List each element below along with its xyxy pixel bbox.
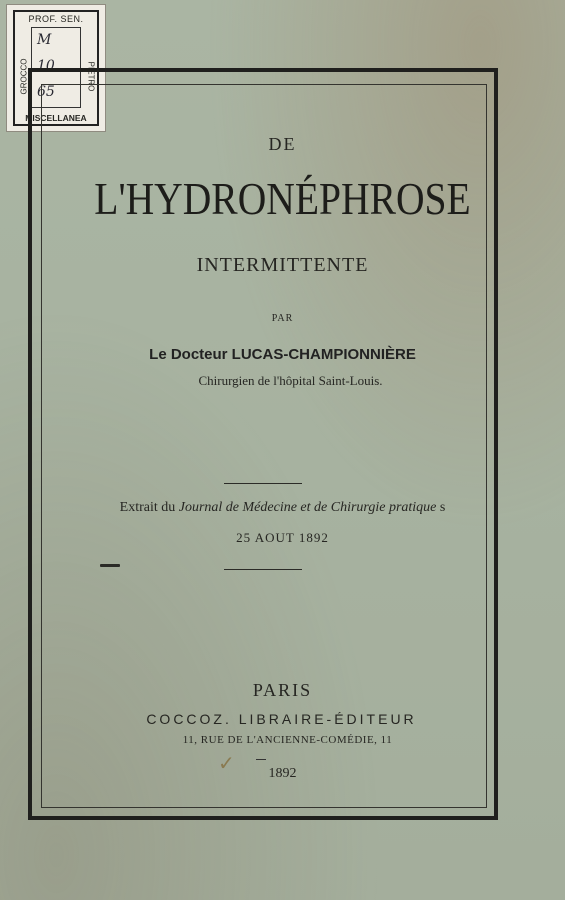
- imprint-address: 11, RUE DE L'ANCIENNE-COMÉDIE, 11: [182, 734, 393, 746]
- imprint-city: PARIS: [252, 680, 313, 700]
- extract-prefix: Extrait du: [119, 500, 179, 515]
- main-title: L'HYDRONÉPHROSE: [94, 173, 471, 224]
- author-affiliation: Chirurgien de l'hôpital Saint-Louis.: [198, 373, 383, 388]
- stamp-left-text: GROCCO: [19, 58, 29, 95]
- imprint-publisher: COCCOZ. LIBRAIRE-ÉDITEUR: [146, 711, 417, 727]
- stamp-handwriting-3: 65: [37, 84, 55, 100]
- stamp-handwriting-1: M: [37, 32, 52, 48]
- journal-name: Journal de Médecine et de Chirurgie pratique: [178, 500, 437, 515]
- stamp-right-text: PIETRO: [86, 61, 96, 92]
- stamp-top-text: PROF. SEN.: [28, 14, 84, 24]
- subtitle: INTERMITTENTE: [196, 254, 369, 276]
- divider-top: [224, 483, 302, 484]
- imprint-year: 1892: [268, 766, 297, 781]
- author-name: Le Docteur LUCAS-CHAMPIONNIÈRE: [149, 346, 416, 363]
- pencil-check-mark: ✓: [218, 753, 235, 775]
- extract-line: [0, 500, 565, 516]
- par-text: PAR: [271, 313, 294, 324]
- extract-suffix: s: [439, 500, 446, 515]
- divider-bottom: [224, 569, 302, 570]
- extract-date: 25 AOUT 1892: [236, 530, 329, 545]
- imprint-rule: [256, 759, 266, 760]
- stamp-bottom-text: MISCELLANEA: [25, 113, 87, 123]
- title-de: DE: [268, 134, 297, 154]
- stamp-handwriting-2: 10: [37, 58, 55, 74]
- ink-mark: [100, 564, 120, 567]
